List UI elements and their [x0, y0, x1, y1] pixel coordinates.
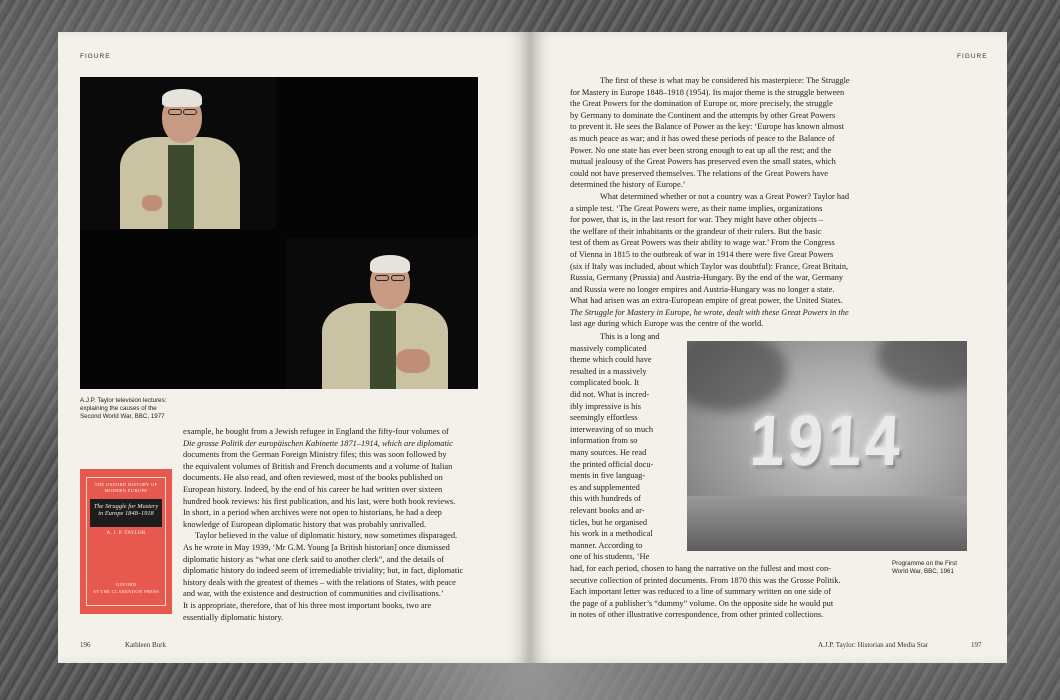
tv-lecture-photo: [80, 77, 478, 389]
left-page-number: 196: [80, 641, 91, 649]
right-running-head: FIGURE: [957, 53, 988, 60]
book-title-band: The Struggle for Mastery in Europe 1848–1918: [90, 499, 162, 527]
left-caption: A.J.P. Taylor television lectures: explaining the causes of the Second World War, BBC, 1977: [80, 397, 167, 420]
lecture-frame-bottom: [286, 237, 478, 389]
book-cover-image: [80, 469, 172, 614]
left-body-text: example, he bought from a Jewish refugee in England the fifty-four volumes of Die grosse Politik der europäischen Kabinette 1871–1914, which are diplomatic documents from the German Foreign Ministry files; this was soon followed by the equivalent volumes of British and French documents and a volume of Italian documents. He also read, and often reviewed, most of the books published on European history. Indeed, by the end of his career he had written over sixteen hundred book reviews: his first publication, and his last, were both book reviews. In short, in a period when archives were not open to historians, he had a deep knowledge of European diplomatic history that was probably unrivalled. Taylor believed in the value of diplomatic history, now sometimes disparaged. As he wrote in May 1939, ‘Mr G.M. Young [a British historian] once dismissed diplomatic history as “what one clerk said to another clerk”, and the details of diplomatic history do indeed seem of irremediable triviality; but, in fact, diplomatic history deals with the greatest of themes – with the relations of States, with peace and war, with the existence and destruction of communities and civilisations.’ It is appropriate, therefore, that of his three most important books, two are essentially diplomatic history.: [183, 427, 464, 622]
right-caption: Programme on the First World War, BBC, 1961: [892, 560, 957, 575]
book-imprint-line1: OXFORD: [115, 582, 137, 587]
left-running-head: FIGURE: [80, 53, 111, 60]
film-year-text: 1914: [748, 401, 906, 482]
right-page-number: 197: [971, 641, 982, 649]
film-still-1914: [687, 341, 967, 551]
book-author: A. J. P. TAYLOR: [106, 531, 146, 536]
right-body-tail: had, for each period, chosen to hang the narrative on the fullest and most con- secutive collection of printed documents. From 1870 this was the Grosse Politik. Each important letter was reduced to a line of summary written on one side of the page of a publisher’s “dummy” volume. On the opposite side he would put in notes of other illustrative correspondence, from other printed collections.: [570, 564, 841, 620]
right-narrow-column: This is a long and massively complicated theme which could have resulted in a massively complicated book. It did not. What is incred- ibly impressive is his seemingly effortless interweaving of so much information from so many sources. He read the printed official docu- ments in five languag- es and supplemented this with hundreds of relevant books and ar- ticles, but he organised his work in a methodical manner. According to one of his students, ‘He: [570, 332, 660, 562]
book-imprint-line2: AT THE CLARENDON PRESS: [92, 589, 160, 594]
book-series-line1: THE OXFORD HISTORY OF: [94, 482, 158, 487]
book-series-line2: MODERN EUROPE: [104, 488, 148, 493]
right-footer-title: A.J.P. Taylor: Historian and Media Star: [818, 641, 929, 649]
left-footer-author: Kathleen Burk: [125, 641, 167, 649]
lecture-frame-top: [80, 77, 276, 229]
left-page: [58, 32, 530, 663]
right-page: [530, 32, 1007, 663]
right-body-para1: The first of these is what may be considered his masterpiece: The Struggle for Mastery in Europe 1848–1918 (1954). Its major theme is the struggle between the Great Powers for the domination of Europe or, more precisely, the struggle by Germany to dominate the Continent and the attempts by other Great Powers to prevent it. He sees the Balance of Power as the key: ‘Europe has known almost as much peace as war; and it has owed these periods of peace to the Balance of Power. No one state has ever been strong enough to eat up all the rest; and the mutual jealousy of the Great Powers has preserved even the small states, which could not have preserved themselves. The relations of the Great Powers have determined the history of Europe.’ What determined whether or not a country was a Great Power? Taylor had a simple test. ‘The Great Powers were, as their name implies, organizations for power, that is, in the last resort for war. They might have other objects – the welfare of their inhabitants or the grandeur of their rulers. But the basic test of them as Great Powers was their ability to wage war.’ From the Congress of Vienna in 1815 to the outbreak of war in 1914 there were five Great Powers (six if Italy was included, about which Taylor was doubtful): France, Great Britain, Russia, Germany (Prussia) and Austria-Hungary. By the end of the war, Germany and Russia were no longer empires and Austria-Hungary was no longer a state. What had arisen was an extra-European empire of great power, the United States. The Struggle for Mastery in Europe, he wrote, dealt with these Great Powers in the last age during which Europe was the centre of the world.: [570, 76, 850, 329]
